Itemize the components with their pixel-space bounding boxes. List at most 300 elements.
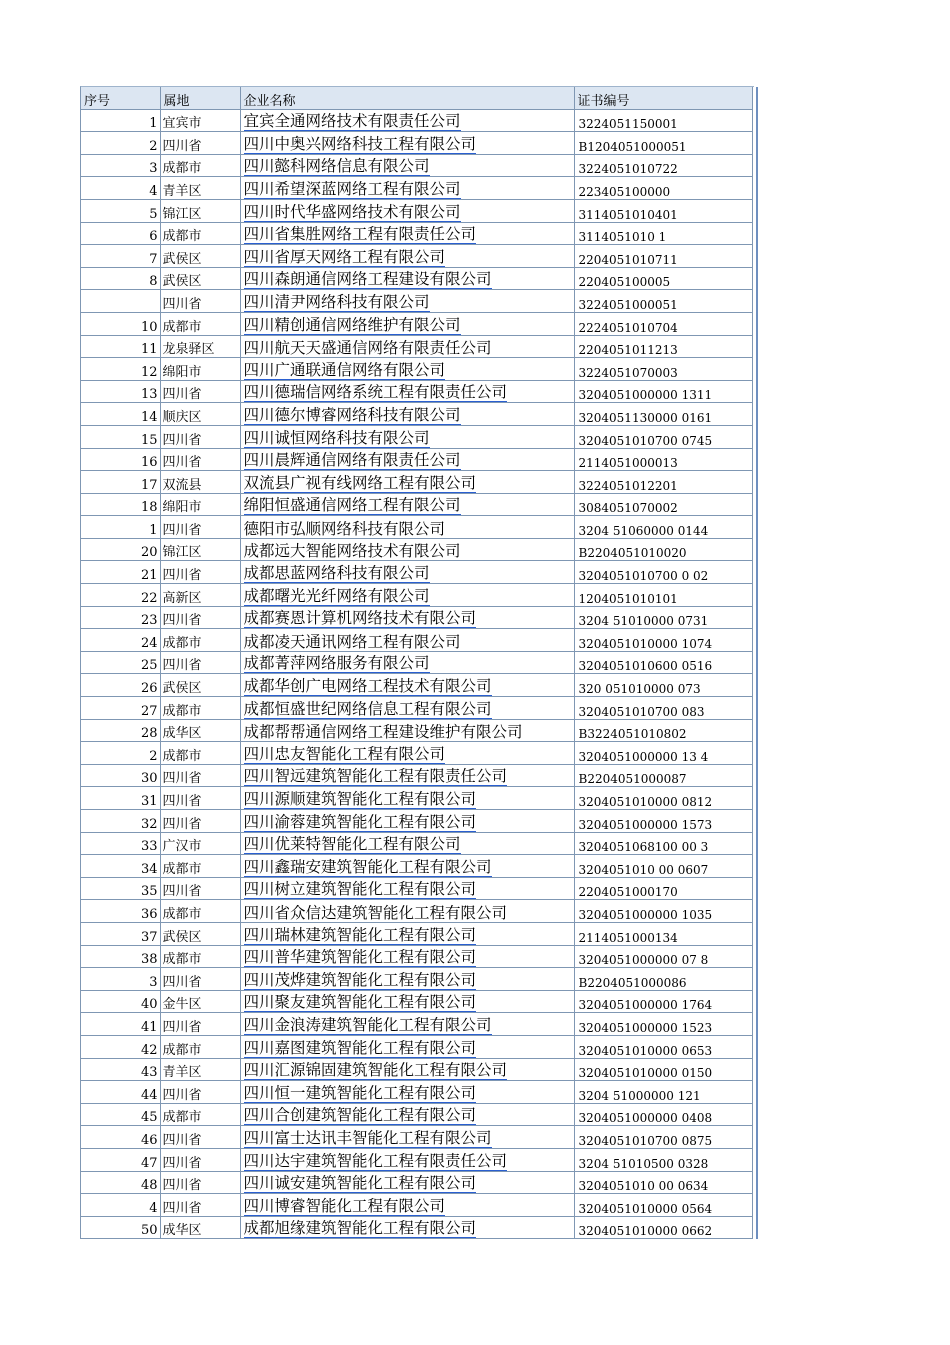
row-number: 40 <box>81 990 160 1013</box>
row-company-cell <box>240 1035 574 1058</box>
row-location: 高新区 <box>160 584 240 607</box>
row-company-cell <box>240 1081 574 1104</box>
row-company-cell <box>240 877 574 900</box>
row-company-cell <box>240 922 574 945</box>
row-location: 成都市 <box>160 1035 240 1058</box>
company-name-link[interactable]: 四川源顺建筑智能化工程有限公司 <box>243 790 477 808</box>
row-number: 11 <box>81 335 160 358</box>
row-location: 绵阳市 <box>160 358 240 381</box>
row-location: 金牛区 <box>160 990 240 1013</box>
row-number: 2 <box>81 132 160 155</box>
row-number: 33 <box>81 832 160 855</box>
company-name-link[interactable]: 四川德瑞信网络系统工程有限责任公司 <box>243 383 508 402</box>
company-name-link[interactable]: 四川希望深蓝网络工程有限公司 <box>243 179 461 198</box>
row-number: 22 <box>81 584 160 607</box>
row-location: 成都市 <box>160 742 240 765</box>
company-name: 四川航天天盛通信网络有限责任公司 <box>243 339 492 358</box>
header-certificate-no: 证书编号 <box>574 87 752 109</box>
row-number: 50 <box>81 1216 160 1239</box>
row-certificate-no: 320 051010000 073 <box>574 674 752 697</box>
row-company-cell <box>240 358 574 381</box>
table-row <box>81 787 752 810</box>
row-location: 青羊区 <box>160 177 240 200</box>
table-row <box>81 877 752 900</box>
row-number: 8 <box>81 267 160 290</box>
company-name-link[interactable]: 成都思蓝网络科技有限公司 <box>243 564 430 583</box>
row-number: 41 <box>81 1013 160 1036</box>
row-certificate-no: 3204051010000 0812 <box>574 787 752 810</box>
row-location: 成都市 <box>160 312 240 335</box>
table-row <box>81 561 752 584</box>
row-location: 四川省 <box>160 1081 240 1104</box>
row-certificate-no: 3204051010 00 0607 <box>574 855 752 878</box>
company-name-link[interactable]: 四川达宇建筑智能化工程有限责任公司 <box>243 1151 508 1170</box>
table-row <box>81 584 752 607</box>
row-company-cell <box>240 629 574 652</box>
row-number: 25 <box>81 651 160 674</box>
company-name-link[interactable]: 四川鑫瑞安建筑智能化工程有限公司 <box>243 857 492 876</box>
company-name-link[interactable]: 四川中奥兴网络科技工程有限公司 <box>243 134 477 153</box>
row-number: 15 <box>81 425 160 448</box>
table-row <box>81 764 752 787</box>
row-certificate-no: 3204051010700 0875 <box>574 1126 752 1149</box>
row-certificate-no: 3204051000000 13 4 <box>574 742 752 765</box>
row-company-cell <box>240 1148 574 1171</box>
row-number: 34 <box>81 855 160 878</box>
row-certificate-no: 3204051010000 0653 <box>574 1035 752 1058</box>
company-name-link[interactable]: 四川诚恒网络科技有限公司 <box>243 428 430 447</box>
company-name-link[interactable]: 四川富士达讯丰智能化工程有限公司 <box>243 1128 492 1147</box>
company-name-link[interactable]: 四川茂烨建筑智能化工程有限公司 <box>243 970 477 989</box>
company-name-link[interactable]: 成都菁萍网络服务有限公司 <box>243 654 430 673</box>
row-certificate-no: 3224051000051 <box>574 290 752 313</box>
row-certificate-no: 3204051000000 1573 <box>574 810 752 833</box>
table-row <box>81 742 752 765</box>
row-company-cell <box>240 290 574 313</box>
table-row <box>81 1081 752 1104</box>
row-number: 43 <box>81 1058 160 1081</box>
row-location: 成都市 <box>160 629 240 652</box>
company-name: 成都帮帮通信网络工程建设维护有限公司 <box>243 723 523 742</box>
row-location: 广汉市 <box>160 832 240 855</box>
header-seq: 序号 <box>81 87 160 109</box>
company-name-link[interactable]: 四川晨辉通信网络有限责任公司 <box>243 451 461 470</box>
row-location: 成都市 <box>160 154 240 177</box>
row-number: 47 <box>81 1148 160 1171</box>
company-name-link[interactable]: 四川嘉图建筑智能化工程有限公司 <box>243 1038 477 1057</box>
row-number: 18 <box>81 493 160 516</box>
row-number: 42 <box>81 1035 160 1058</box>
row-location: 成都市 <box>160 222 240 245</box>
row-number: 24 <box>81 629 160 652</box>
row-certificate-no: B1204051000051 <box>574 132 752 155</box>
row-location: 四川省 <box>160 1013 240 1036</box>
row-number: 4 <box>81 1194 160 1217</box>
row-certificate-no: 2204051000170 <box>574 877 752 900</box>
row-company-cell <box>240 900 574 923</box>
table-row <box>81 109 752 132</box>
company-name-link[interactable]: 四川恒一建筑智能化工程有限公司 <box>243 1083 477 1102</box>
row-location: 四川省 <box>160 290 240 313</box>
row-certificate-no: 3224051012201 <box>574 471 752 494</box>
table-row <box>81 312 752 335</box>
table-row <box>81 516 752 539</box>
company-name-link[interactable]: 四川汇源锦固建筑智能化工程有限公司 <box>243 1061 508 1080</box>
row-location: 龙泉驿区 <box>160 335 240 358</box>
company-name-link[interactable]: 四川聚友建筑智能化工程有限公司 <box>243 993 477 1012</box>
row-company-cell <box>240 312 574 335</box>
company-name-link[interactable]: 四川普华建筑智能化工程有限公司 <box>243 948 477 967</box>
row-certificate-no: B2204051000087 <box>574 764 752 787</box>
table-row <box>81 697 752 720</box>
row-company-cell <box>240 1216 574 1239</box>
row-number: 44 <box>81 1081 160 1104</box>
row-location: 四川省 <box>160 606 240 629</box>
row-company-cell <box>240 606 574 629</box>
row-company-cell <box>240 651 574 674</box>
row-location: 四川省 <box>160 877 240 900</box>
table-row <box>81 493 752 516</box>
row-number: 26 <box>81 674 160 697</box>
row-location: 四川省 <box>160 1171 240 1194</box>
table-row <box>81 1216 752 1239</box>
row-certificate-no: 3204051068100 00 3 <box>574 832 752 855</box>
row-number: 17 <box>81 471 160 494</box>
row-location: 四川省 <box>160 968 240 991</box>
row-company-cell <box>240 245 574 268</box>
row-number: 3 <box>81 154 160 177</box>
table-row <box>81 1148 752 1171</box>
row-company-cell <box>240 561 574 584</box>
row-number: 37 <box>81 922 160 945</box>
row-company-cell <box>240 493 574 516</box>
table-row <box>81 222 752 245</box>
row-location: 成都市 <box>160 855 240 878</box>
table-row <box>81 380 752 403</box>
row-certificate-no: 3204051000000 0408 <box>574 1103 752 1126</box>
row-certificate-no: 1204051010101 <box>574 584 752 607</box>
company-name-link[interactable]: 四川智远建筑智能化工程有限责任公司 <box>243 767 508 786</box>
table-row <box>81 403 752 426</box>
row-certificate-no: 3084051070002 <box>574 493 752 516</box>
row-company-cell <box>240 1171 574 1194</box>
row-location: 成华区 <box>160 1216 240 1239</box>
row-location: 武侯区 <box>160 245 240 268</box>
row-location: 锦江区 <box>160 538 240 561</box>
table-row <box>81 1194 752 1217</box>
header-row <box>81 87 752 109</box>
row-location: 四川省 <box>160 787 240 810</box>
row-certificate-no: B3224051010802 <box>574 719 752 742</box>
table-row <box>81 719 752 742</box>
row-company-cell <box>240 832 574 855</box>
row-location: 四川省 <box>160 1126 240 1149</box>
row-location: 四川省 <box>160 516 240 539</box>
row-number: 28 <box>81 719 160 742</box>
company-name-link[interactable]: 成都华创广电网络工程技术有限公司 <box>243 677 492 696</box>
row-company-cell <box>240 764 574 787</box>
row-location: 青羊区 <box>160 1058 240 1081</box>
company-name-link[interactable]: 四川渝蓉建筑智能化工程有限公司 <box>243 812 477 831</box>
row-location: 四川省 <box>160 1148 240 1171</box>
table-row <box>81 629 752 652</box>
row-location: 绵阳市 <box>160 493 240 516</box>
row-location: 四川省 <box>160 1194 240 1217</box>
company-name-link[interactable]: 四川广通联通信网络有限公司 <box>243 360 446 379</box>
row-company-cell <box>240 1013 574 1036</box>
row-location: 武侯区 <box>160 674 240 697</box>
table-row <box>81 335 752 358</box>
table-row <box>81 1058 752 1081</box>
row-company-cell <box>240 1126 574 1149</box>
row-number: 36 <box>81 900 160 923</box>
row-location: 成都市 <box>160 900 240 923</box>
row-number: 7 <box>81 245 160 268</box>
row-location: 四川省 <box>160 651 240 674</box>
company-name-link[interactable]: 四川懿科网络信息有限公司 <box>243 157 430 176</box>
company-name-link[interactable]: 双流县广视有线网络工程有限公司 <box>243 473 477 492</box>
company-name: 成都远大智能网络技术有限公司 <box>243 542 461 561</box>
row-certificate-no: 3204 51010500 0328 <box>574 1148 752 1171</box>
company-name-link[interactable]: 成都赛恩计算机网络技术有限公司 <box>243 609 477 628</box>
table-row <box>81 199 752 222</box>
row-number: 3 <box>81 968 160 991</box>
row-company-cell <box>240 199 574 222</box>
row-company-cell <box>240 380 574 403</box>
row-certificate-no: 3204 51060000 0144 <box>574 516 752 539</box>
header-company-name: 企业名称 <box>240 87 574 109</box>
table-row <box>81 1035 752 1058</box>
table-row <box>81 945 752 968</box>
company-name-link[interactable]: 成都曙光光纤网络有限公司 <box>243 586 430 605</box>
table-row <box>81 471 752 494</box>
row-certificate-no: 3204051010700 0 02 <box>574 561 752 584</box>
company-name: 成都凌天通讯网络工程有限公司 <box>243 632 461 651</box>
table-row <box>81 358 752 381</box>
row-location: 武侯区 <box>160 267 240 290</box>
row-company-cell <box>240 1194 574 1217</box>
row-certificate-no: 3224051010722 <box>574 154 752 177</box>
row-company-cell <box>240 154 574 177</box>
row-certificate-no: 2204051010711 <box>574 245 752 268</box>
row-company-cell <box>240 990 574 1013</box>
row-certificate-no: 220405100005 <box>574 267 752 290</box>
row-location: 武侯区 <box>160 922 240 945</box>
table-row <box>81 990 752 1013</box>
table-row <box>81 968 752 991</box>
row-company-cell <box>240 1058 574 1081</box>
row-number: 10 <box>81 312 160 335</box>
table-row <box>81 855 752 878</box>
row-number: 31 <box>81 787 160 810</box>
row-location: 成都市 <box>160 945 240 968</box>
row-certificate-no: 2204051011213 <box>574 335 752 358</box>
company-name-link[interactable]: 成都恒盛世纪网络信息工程有限公司 <box>243 699 492 718</box>
row-certificate-no: 3114051010 1 <box>574 222 752 245</box>
row-company-cell <box>240 425 574 448</box>
row-company-cell <box>240 1103 574 1126</box>
row-certificate-no: B2204051000086 <box>574 968 752 991</box>
row-company-cell <box>240 584 574 607</box>
company-name-link[interactable]: 四川优莱特智能化工程有限公司 <box>243 835 461 854</box>
company-name: 四川省众信达建筑智能化工程有限公司 <box>243 903 508 922</box>
company-name-link[interactable]: 四川精创通信网络维护有限公司 <box>243 315 461 334</box>
row-certificate-no: 3204051000000 1311 <box>574 380 752 403</box>
row-certificate-no: 3204051010000 0564 <box>574 1194 752 1217</box>
row-number: 16 <box>81 448 160 471</box>
row-location: 四川省 <box>160 448 240 471</box>
row-certificate-no: 2224051010704 <box>574 312 752 335</box>
table-row <box>81 448 752 471</box>
row-company-cell <box>240 787 574 810</box>
row-location: 成都市 <box>160 1103 240 1126</box>
row-number: 30 <box>81 764 160 787</box>
row-certificate-no: 3204051010600 0516 <box>574 651 752 674</box>
company-name-link[interactable]: 宜宾全通网络技术有限责任公司 <box>243 112 461 131</box>
row-number: 21 <box>81 561 160 584</box>
row-certificate-no: 3204 51010000 0731 <box>574 606 752 629</box>
row-location: 成都市 <box>160 697 240 720</box>
table-body <box>81 109 752 1239</box>
row-number <box>81 290 160 313</box>
row-number: 46 <box>81 1126 160 1149</box>
row-number: 23 <box>81 606 160 629</box>
row-certificate-no: 2114051000134 <box>574 922 752 945</box>
company-name-link[interactable]: 四川清尹网络科技有限公司 <box>243 292 430 311</box>
row-number: 38 <box>81 945 160 968</box>
row-company-cell <box>240 448 574 471</box>
table-row <box>81 177 752 200</box>
row-number: 1 <box>81 516 160 539</box>
table-row <box>81 832 752 855</box>
table-row <box>81 425 752 448</box>
table-row <box>81 1171 752 1194</box>
row-number: 13 <box>81 380 160 403</box>
company-name-link[interactable]: 四川合创建筑智能化工程有限公司 <box>243 1106 477 1125</box>
row-certificate-no: 3204051010 00 0634 <box>574 1171 752 1194</box>
company-name-link[interactable]: 四川省厚天网络工程有限公司 <box>243 247 446 266</box>
row-company-cell <box>240 855 574 878</box>
company-name: 德阳市弘顺网络科技有限公司 <box>243 519 446 538</box>
row-location: 四川省 <box>160 561 240 584</box>
spreadsheet-table <box>80 86 754 1239</box>
company-name-link[interactable]: 四川省集胜网络工程有限责任公司 <box>243 225 477 244</box>
row-certificate-no: 3204051000000 07 8 <box>574 945 752 968</box>
table-row <box>81 651 752 674</box>
table-row <box>81 922 752 945</box>
company-name-link[interactable]: 四川忠友智能化工程有限公司 <box>243 744 446 763</box>
header-location: 属地 <box>160 87 240 109</box>
row-company-cell <box>240 719 574 742</box>
company-name-link[interactable]: 四川瑞林建筑智能化工程有限公司 <box>243 925 477 944</box>
row-company-cell <box>240 516 574 539</box>
row-number: 27 <box>81 697 160 720</box>
row-number: 45 <box>81 1103 160 1126</box>
row-number: 14 <box>81 403 160 426</box>
row-certificate-no: B2204051010020 <box>574 538 752 561</box>
row-company-cell <box>240 177 574 200</box>
row-location: 四川省 <box>160 810 240 833</box>
row-location: 四川省 <box>160 132 240 155</box>
row-company-cell <box>240 538 574 561</box>
company-name-link[interactable]: 绵阳恒盛通信网络工程有限公司 <box>243 496 461 515</box>
table-row <box>81 1103 752 1126</box>
table-row <box>81 900 752 923</box>
table-row <box>81 245 752 268</box>
row-company-cell <box>240 222 574 245</box>
row-certificate-no: 2114051000013 <box>574 448 752 471</box>
row-certificate-no: 3224051070003 <box>574 358 752 381</box>
row-certificate-no: 223405100000 <box>574 177 752 200</box>
row-certificate-no: 3204051010000 0662 <box>574 1216 752 1239</box>
row-certificate-no: 3114051010401 <box>574 199 752 222</box>
row-number: 2 <box>81 742 160 765</box>
row-number: 20 <box>81 538 160 561</box>
row-number: 6 <box>81 222 160 245</box>
row-company-cell <box>240 968 574 991</box>
row-number: 48 <box>81 1171 160 1194</box>
row-location: 四川省 <box>160 380 240 403</box>
row-location: 顺庆区 <box>160 403 240 426</box>
table-row <box>81 132 752 155</box>
row-company-cell <box>240 471 574 494</box>
row-company-cell <box>240 810 574 833</box>
company-name-link[interactable]: 成都旭缘建筑智能化工程有限公司 <box>243 1219 477 1238</box>
row-location: 四川省 <box>160 425 240 448</box>
row-certificate-no: 3224051150001 <box>574 109 752 132</box>
table-row <box>81 154 752 177</box>
row-location: 双流县 <box>160 471 240 494</box>
table-row <box>81 538 752 561</box>
row-location: 锦江区 <box>160 199 240 222</box>
row-certificate-no: 3204051010000 0150 <box>574 1058 752 1081</box>
company-name-link[interactable]: 四川德尔博睿网络科技有限公司 <box>243 405 461 424</box>
row-company-cell <box>240 267 574 290</box>
company-name-link[interactable]: 四川时代华盛网络技术有限公司 <box>243 202 461 221</box>
row-number: 35 <box>81 877 160 900</box>
company-name-link[interactable]: 四川森朗通信网络工程建设有限公司 <box>243 270 492 289</box>
table-row <box>81 606 752 629</box>
row-certificate-no: 3204051130000 0161 <box>574 403 752 426</box>
company-table <box>81 87 753 1239</box>
row-number: 4 <box>81 177 160 200</box>
row-company-cell <box>240 742 574 765</box>
company-name-link[interactable]: 四川金浪涛建筑智能化工程有限公司 <box>243 1015 492 1034</box>
row-number: 12 <box>81 358 160 381</box>
row-certificate-no: 3204051000000 1764 <box>574 990 752 1013</box>
company-name-link[interactable]: 四川树立建筑智能化工程有限公司 <box>243 880 477 899</box>
table-row <box>81 1013 752 1036</box>
row-company-cell <box>240 403 574 426</box>
row-company-cell <box>240 697 574 720</box>
row-company-cell <box>240 945 574 968</box>
row-certificate-no: 3204051010700 083 <box>574 697 752 720</box>
row-certificate-no: 3204051010700 0745 <box>574 425 752 448</box>
company-name-link[interactable]: 四川博睿智能化工程有限公司 <box>243 1196 446 1215</box>
row-certificate-no: 3204051010000 1074 <box>574 629 752 652</box>
company-name-link[interactable]: 四川诚安建筑智能化工程有限公司 <box>243 1174 477 1193</box>
row-company-cell <box>240 335 574 358</box>
row-certificate-no: 3204 51000000 121 <box>574 1081 752 1104</box>
row-number: 1 <box>81 109 160 132</box>
row-company-cell <box>240 109 574 132</box>
table-row <box>81 1126 752 1149</box>
row-certificate-no: 3204051000000 1523 <box>574 1013 752 1036</box>
row-company-cell <box>240 132 574 155</box>
row-location: 宜宾市 <box>160 109 240 132</box>
row-number: 5 <box>81 199 160 222</box>
row-company-cell <box>240 674 574 697</box>
